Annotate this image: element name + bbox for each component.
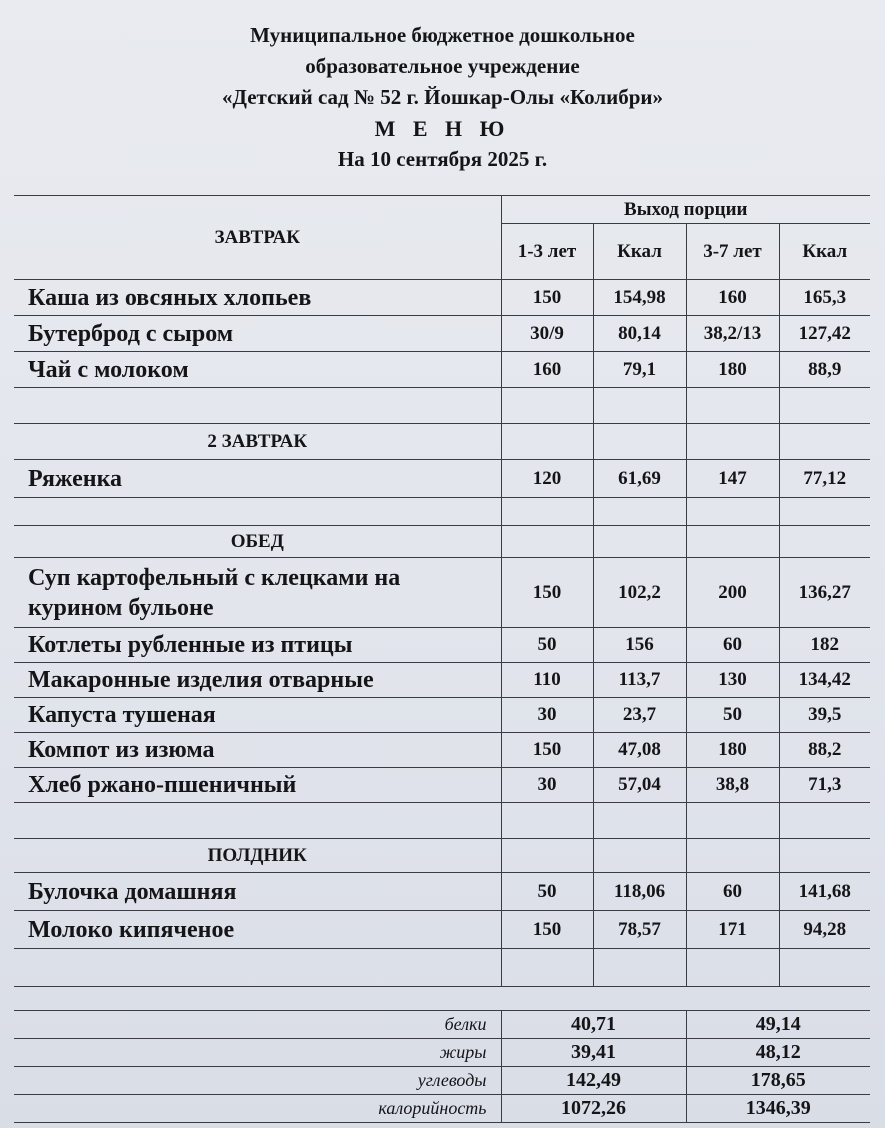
empty-row (14, 498, 870, 526)
total-1-3: 39,41 (501, 1039, 686, 1067)
nutrient-label: калорийность (14, 1095, 501, 1123)
age-1-3-header: 1-3 лет (501, 224, 593, 280)
empty-cell (686, 424, 779, 460)
portion-3-7: 130 (686, 663, 779, 698)
empty-cell (779, 526, 870, 558)
menu-title: М Е Н Ю (374, 116, 511, 141)
institution-line-2: образовательное учреждение (305, 54, 580, 78)
dish-row (14, 558, 870, 628)
empty-cell (501, 803, 593, 839)
portion-1-3: 120 (501, 460, 593, 498)
kcal-3-7: 127,42 (779, 316, 870, 352)
kcal-1-3: 57,04 (593, 768, 686, 803)
dish-name: Котлеты рубленные из птицы (14, 628, 501, 663)
empty-cell (779, 803, 870, 839)
portion-1-3: 150 (501, 558, 593, 628)
kcal-2-header: Ккал (779, 224, 870, 280)
empty-cell (593, 949, 686, 987)
section-row (14, 424, 870, 460)
dish-name: Бутерброд с сыром (14, 316, 501, 352)
dish-name: Суп картофельный с клецками на курином бульоне (14, 558, 501, 628)
dish-name: Макаронные изделия отварные (14, 663, 501, 698)
kcal-3-7: 141,68 (779, 873, 870, 911)
total-3-7: 49,14 (686, 1011, 870, 1039)
empty-row (14, 803, 870, 839)
portion-1-3: 50 (501, 873, 593, 911)
empty-cell (593, 498, 686, 526)
portion-1-3: 110 (501, 663, 593, 698)
nutrition-total-row (14, 1095, 870, 1123)
kcal-1-3: 79,1 (593, 352, 686, 388)
portion-3-7: 180 (686, 733, 779, 768)
total-1-3: 40,71 (501, 1011, 686, 1039)
spacer-cell (14, 987, 870, 1011)
kcal-3-7: 165,3 (779, 280, 870, 316)
empty-cell (779, 388, 870, 424)
kcal-3-7: 136,27 (779, 558, 870, 628)
dish-row (14, 628, 870, 663)
menu-table (14, 195, 870, 1123)
dish-name: Компот из изюма (14, 733, 501, 768)
nutrition-total-row (14, 1011, 870, 1039)
institution-line-3: «Детский сад № 52 г. Йошкар-Олы «Колибри» (221, 85, 664, 109)
nutrition-total-row (14, 1039, 870, 1067)
kcal-1-3: 47,08 (593, 733, 686, 768)
portion-3-7: 38,8 (686, 768, 779, 803)
kcal-1-3: 102,2 (593, 558, 686, 628)
kcal-1-3: 118,06 (593, 873, 686, 911)
empty-cell (501, 526, 593, 558)
portion-3-7: 60 (686, 628, 779, 663)
kcal-3-7: 88,9 (779, 352, 870, 388)
kcal-1-3: 61,69 (593, 460, 686, 498)
dish-row (14, 460, 870, 498)
dish-name: Молоко кипяченое (14, 911, 501, 949)
kcal-3-7: 77,12 (779, 460, 870, 498)
kcal-3-7: 134,42 (779, 663, 870, 698)
dish-row (14, 698, 870, 733)
portion-1-3: 160 (501, 352, 593, 388)
nutrient-label: жиры (14, 1039, 501, 1067)
section-breakfast: ЗАВТРАК (14, 196, 501, 280)
dish-name: Хлеб ржано-пшеничный (14, 768, 501, 803)
spacer-row (14, 987, 870, 1011)
portion-3-7: 180 (686, 352, 779, 388)
dish-row (14, 733, 870, 768)
empty-cell (779, 424, 870, 460)
dish-row (14, 911, 870, 949)
empty-cell (779, 949, 870, 987)
empty-cell (686, 803, 779, 839)
dish-row (14, 352, 870, 388)
document-header (0, 20, 885, 175)
portion-1-3: 30 (501, 698, 593, 733)
kcal-1-header: Ккал (593, 224, 686, 280)
empty-cell (593, 526, 686, 558)
portion-3-7: 60 (686, 873, 779, 911)
portion-1-3: 30/9 (501, 316, 593, 352)
empty-cell (501, 949, 593, 987)
dish-row (14, 663, 870, 698)
dish-name: Каша из овсяных хлопьев (14, 280, 501, 316)
kcal-1-3: 80,14 (593, 316, 686, 352)
section-title: 2 ЗАВТРАК (14, 424, 501, 460)
section-row (14, 526, 870, 558)
kcal-1-3: 113,7 (593, 663, 686, 698)
empty-cell (779, 498, 870, 526)
portion-3-7: 160 (686, 280, 779, 316)
kcal-1-3: 23,7 (593, 698, 686, 733)
kcal-3-7: 39,5 (779, 698, 870, 733)
empty-cell (593, 388, 686, 424)
dish-name: Капуста тушеная (14, 698, 501, 733)
section-title: ОБЕД (14, 526, 501, 558)
portion-1-3: 30 (501, 768, 593, 803)
empty-cell (501, 388, 593, 424)
dish-row (14, 316, 870, 352)
section-title: ПОЛДНИК (14, 839, 501, 873)
kcal-3-7: 94,28 (779, 911, 870, 949)
section-row (14, 839, 870, 873)
empty-cell (501, 424, 593, 460)
kcal-3-7: 71,3 (779, 768, 870, 803)
portion-1-3: 150 (501, 733, 593, 768)
empty-cell (686, 839, 779, 873)
nutrition-total-row (14, 1067, 870, 1095)
nutrient-label: белки (14, 1011, 501, 1039)
empty-cell (686, 388, 779, 424)
empty-cell (779, 839, 870, 873)
empty-row (14, 388, 870, 424)
empty-cell (501, 839, 593, 873)
portion-3-7: 171 (686, 911, 779, 949)
empty-cell (686, 949, 779, 987)
menu-date: На 10 сентября 2025 г. (337, 147, 548, 171)
total-1-3: 1072,26 (501, 1095, 686, 1123)
dish-name: Булочка домашняя (14, 873, 501, 911)
menu-table-body (14, 196, 870, 1123)
portion-1-3: 150 (501, 280, 593, 316)
empty-cell (686, 526, 779, 558)
empty-cell (14, 498, 501, 526)
total-3-7: 48,12 (686, 1039, 870, 1067)
portion-1-3: 150 (501, 911, 593, 949)
kcal-1-3: 154,98 (593, 280, 686, 316)
total-1-3: 142,49 (501, 1067, 686, 1095)
kcal-1-3: 78,57 (593, 911, 686, 949)
empty-cell (14, 949, 501, 987)
total-3-7: 178,65 (686, 1067, 870, 1095)
portion-3-7: 38,2/13 (686, 316, 779, 352)
portion-3-7: 147 (686, 460, 779, 498)
portion-1-3: 50 (501, 628, 593, 663)
portion-3-7: 200 (686, 558, 779, 628)
empty-cell (593, 839, 686, 873)
portion-output-header: Выход порции (501, 196, 870, 224)
portion-3-7: 50 (686, 698, 779, 733)
kcal-3-7: 88,2 (779, 733, 870, 768)
kcal-1-3: 156 (593, 628, 686, 663)
dish-name: Ряженка (14, 460, 501, 498)
total-3-7: 1346,39 (686, 1095, 870, 1123)
empty-cell (593, 424, 686, 460)
nutrient-label: углеводы (14, 1067, 501, 1095)
institution-line-1: Муниципальное бюджетное дошкольное (250, 23, 635, 47)
empty-cell (501, 498, 593, 526)
dish-row (14, 280, 870, 316)
dish-row (14, 768, 870, 803)
dish-row (14, 873, 870, 911)
kcal-3-7: 182 (779, 628, 870, 663)
empty-cell (14, 388, 501, 424)
age-3-7-header: 3-7 лет (686, 224, 779, 280)
empty-row (14, 949, 870, 987)
empty-cell (686, 498, 779, 526)
dish-name: Чай с молоком (14, 352, 501, 388)
empty-cell (14, 803, 501, 839)
empty-cell (593, 803, 686, 839)
